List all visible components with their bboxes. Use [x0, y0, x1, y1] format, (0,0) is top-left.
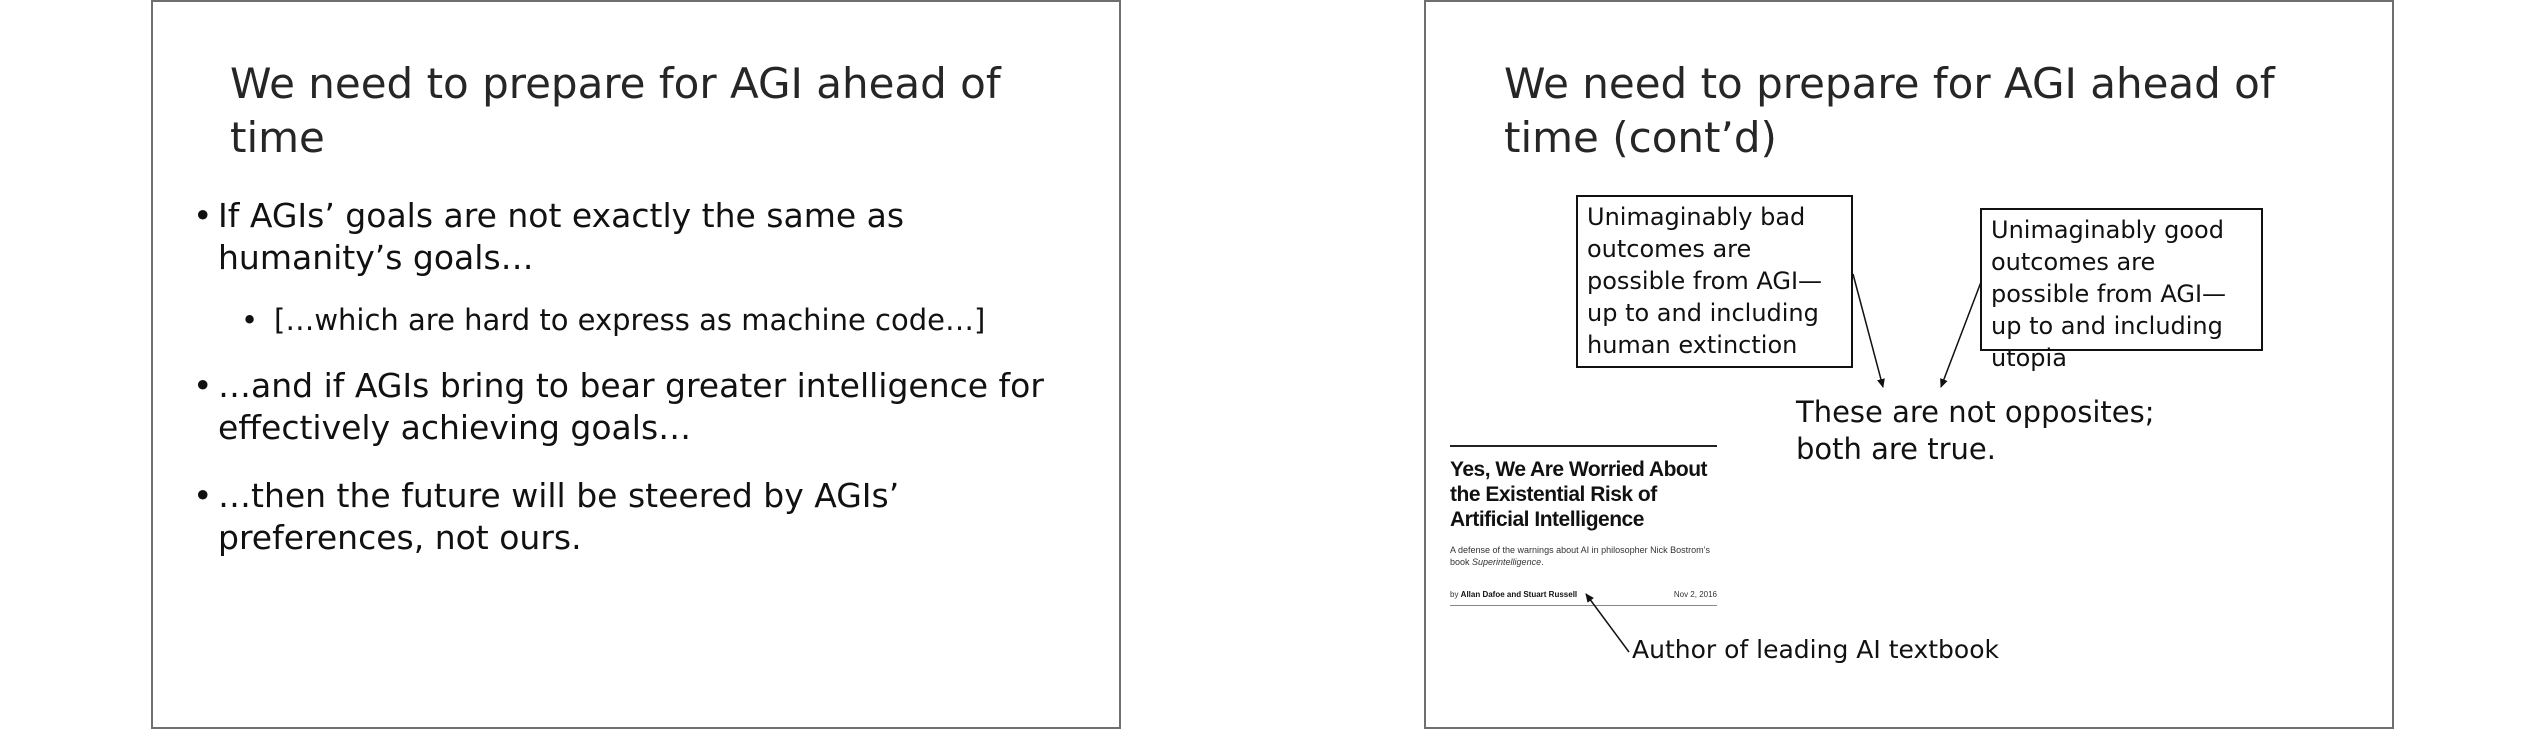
- article-date: Nov 2, 2016: [1673, 590, 1717, 599]
- bullet-item: [193, 475, 1083, 559]
- slide-2: [1424, 0, 2394, 729]
- bullet-dot-icon: •: [193, 196, 213, 235]
- slide-2-title: We need to prepare for AGI ahead of time (cont’d): [1504, 59, 2275, 162]
- bad-outcomes-box: Unimaginably bad outcomes are possible from AGI—up to and including human extinction: [1576, 195, 1853, 368]
- author-note: Author of leading AI textbook: [1632, 635, 1999, 664]
- sub-bullet-item: [241, 301, 1083, 339]
- annotation-arrows: [1426, 2, 2396, 724]
- both-true-note: These are not opposites; both are true.: [1796, 395, 2155, 466]
- bullet-item: [193, 195, 1083, 279]
- author-arrow-icon: [1586, 594, 1629, 652]
- bullet-item: [193, 365, 1083, 449]
- bullet-dot-icon: •: [193, 366, 213, 405]
- article-headline: Yes, We Are Worried About the Existential Risk of Artificial Intelligence: [1450, 458, 1708, 531]
- slide-1: [151, 0, 1121, 729]
- bullet-dot-icon: •: [193, 476, 213, 515]
- bullet-text: …and if AGIs bring to bear greater intelligence for effectively achieving goals…: [218, 366, 1044, 447]
- bad-box-arrow-icon: [1853, 274, 1883, 387]
- bullet-text: If AGIs’ goals are not exactly the same as humanity’s goals…: [218, 196, 905, 277]
- good-box-arrow-icon: [1941, 282, 1981, 387]
- slide-1-bullet-list: [193, 195, 1083, 559]
- good-outcomes-box: Unimaginably good outcomes are possible from AGI—up to and including utopia: [1980, 208, 2263, 351]
- article-dek: A defense of the warnings about AI in philosopher Nick Bostrom’s book Superintelligence.: [1450, 545, 1710, 567]
- article-authors: Allan Dafoe and Stuart Russell: [1460, 590, 1578, 599]
- slide-1-title: We need to prepare for AGI ahead of time: [230, 59, 1001, 162]
- article-byline: by Allan Dafoe and Stuart Russell Nov 2, 2016: [1450, 590, 1717, 599]
- bullet-dot-icon: •: [241, 303, 259, 337]
- bullet-text: […which are hard to express as machine code…]: [274, 303, 986, 337]
- bullet-text: …then the future will be steered by AGIs’ preferences, not ours.: [218, 476, 900, 557]
